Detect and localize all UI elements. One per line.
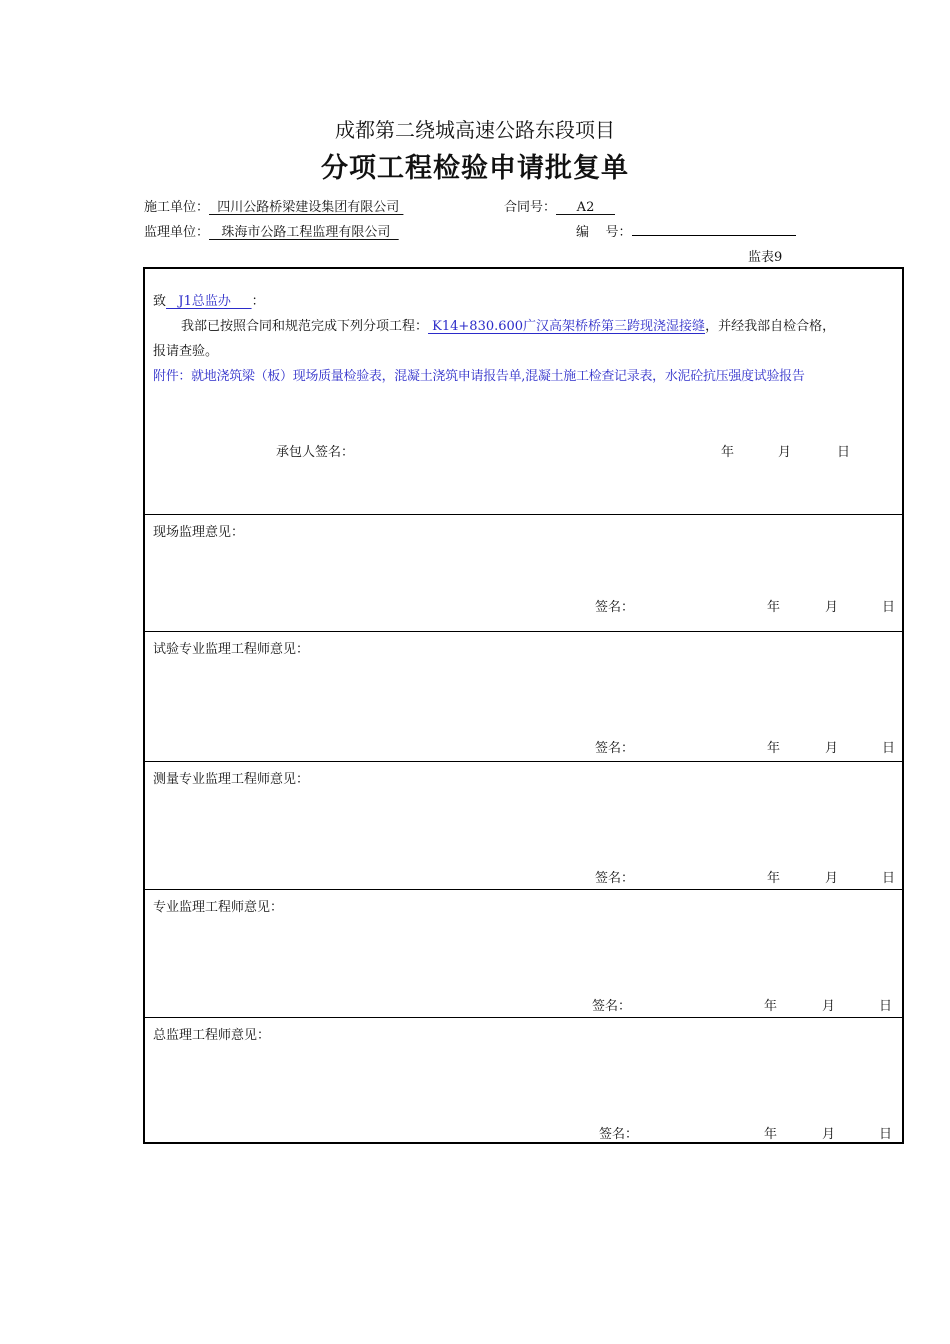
- sign-label: 签名：: [595, 600, 635, 615]
- sign-label: 签名：: [599, 1127, 639, 1142]
- year-label: 年: [764, 1127, 778, 1142]
- day-label: 日: [882, 871, 896, 886]
- number-blank: [632, 234, 796, 236]
- contractor-value: 四川公路桥梁建设集团有限公司: [209, 200, 404, 215]
- section-label: 试验专业监理工程师意见：: [153, 642, 310, 657]
- project-name: K14+830.600广汉高架桥桥第三跨现浇湿接缝: [428, 319, 706, 334]
- sign-label: 签名：: [595, 871, 635, 886]
- contractor-sign-label: 承包人签名：: [276, 445, 355, 460]
- contract-row: [504, 196, 615, 215]
- project-title: 成都第二绕城高速公路东段项目: [335, 118, 615, 142]
- month-label: 月: [825, 741, 839, 756]
- contractor-day: 日: [837, 445, 851, 460]
- year-label: 年: [767, 600, 781, 615]
- supervisor-row: [144, 221, 399, 240]
- section-test-engineer: [145, 631, 902, 762]
- number-row: [576, 221, 796, 240]
- sign-label: 签名：: [592, 999, 632, 1014]
- month-label: 月: [825, 871, 839, 886]
- section-site-supervisor: [145, 514, 902, 632]
- contractor-month: 月: [778, 445, 792, 460]
- attachments-label: 附件：: [153, 369, 192, 384]
- number-label: 编 号：: [576, 225, 632, 240]
- month-label: 月: [825, 600, 839, 615]
- section-survey-engineer: [145, 761, 902, 890]
- month-label: 月: [822, 999, 836, 1014]
- year-label: 年: [767, 871, 781, 886]
- supervisor-value: 珠海市公路工程监理有限公司: [209, 225, 399, 240]
- contract-value: A2: [556, 200, 615, 215]
- application-body: [181, 315, 835, 334]
- contract-label: 合同号：: [504, 200, 557, 215]
- section-label: 总监理工程师意见：: [153, 1028, 271, 1043]
- contractor-year: 年: [721, 445, 735, 460]
- section-chief-engineer: [145, 1017, 902, 1143]
- year-label: 年: [767, 741, 781, 756]
- form-title: 分项工程检验申请批复单: [321, 153, 629, 184]
- addressee-line: [153, 290, 265, 309]
- to-value: J1总监办: [166, 294, 252, 309]
- day-label: 日: [879, 999, 893, 1014]
- to-prefix: 致: [153, 294, 167, 309]
- form-number: 监表9: [748, 250, 783, 265]
- contractor-label: 施工单位：: [144, 200, 210, 215]
- attachments-line: [153, 365, 805, 384]
- application-body-line2: 报请查验。: [153, 344, 219, 359]
- approval-form: [143, 267, 904, 1144]
- day-label: 日: [879, 1127, 893, 1142]
- section-label: 测量专业监理工程师意见：: [153, 772, 310, 787]
- contractor-row: [144, 196, 403, 215]
- body-prefix: 我部已按照合同和规范完成下列分项工程：: [181, 319, 429, 334]
- supervisor-label: 监理单位：: [144, 225, 210, 240]
- section-label: 专业监理工程师意见：: [153, 900, 284, 915]
- section-label: 现场监理意见：: [153, 525, 245, 540]
- sign-label: 签名：: [595, 741, 635, 756]
- year-label: 年: [764, 999, 778, 1014]
- month-label: 月: [822, 1127, 836, 1142]
- day-label: 日: [882, 741, 896, 756]
- body-suffix: ，并经我部自检合格，: [705, 319, 836, 334]
- attachments-value: 就地浇筑梁（板）现场质量检验表，混凝土浇筑申请报告单,混凝土施工检查记录表，水泥砼抗压强度试验报告: [191, 369, 805, 384]
- to-suffix: ：: [251, 294, 265, 309]
- day-label: 日: [882, 600, 896, 615]
- section-specialist-engineer: [145, 889, 902, 1018]
